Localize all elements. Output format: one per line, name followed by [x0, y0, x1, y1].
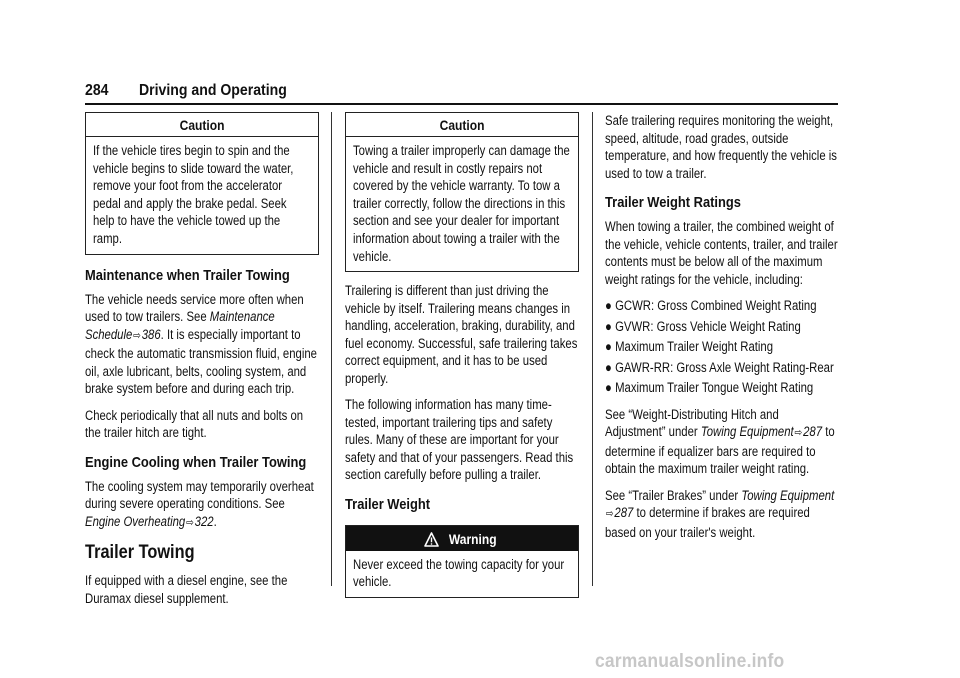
maintenance-schedule-link[interactable]: Maintenance Schedule: [85, 309, 275, 342]
towing-equipment-link[interactable]: Towing Equipment: [741, 487, 835, 503]
caution-title: Caution: [86, 113, 318, 137]
caution-box-2: [345, 112, 579, 272]
towing-equipment-link[interactable]: Towing Equipment: [700, 424, 794, 439]
warning-title: Warning: [346, 526, 578, 551]
trailer-weight-ratings-heading: Trailer Weight Ratings: [605, 194, 741, 211]
column-3: [605, 112, 839, 550]
towing-equipment-page[interactable]: 287: [614, 505, 634, 520]
section-title: Driving and Operating: [139, 82, 287, 99]
trailer-towing-paragraph: If equipped with a diesel engine, see the Duramax diesel supplement.: [85, 573, 288, 606]
bullet-icon: ●: [605, 359, 612, 375]
engine-overheating-link[interactable]: Engine Overheating: [85, 513, 186, 529]
page-ref-arrow-icon: ⇨: [133, 329, 141, 342]
caution-text: Towing a trailer improperly can damage the vehicle and result in costly repairs not covered by the vehicle warranty. To tow a trailer correctly, follow the directions in this section and see your dealer for important information about towing a trailer with the vehicle.: [353, 143, 570, 264]
column-2: [345, 112, 579, 598]
warning-box: [345, 525, 579, 598]
cooling-heading: Engine Cooling when Trailer Towing: [85, 453, 307, 471]
list-item: ● GVWR: Gross Vehicle Weight Rating: [605, 318, 801, 334]
caution-box-1: [85, 112, 319, 255]
engine-overheating-page[interactable]: 322: [194, 513, 214, 529]
watermark: carmanualsonline.info: [595, 651, 785, 672]
safe-trailering-paragraph: Safe trailering requires monitoring the weight, speed, altitude, road grades, outside temperature, and how frequently the vehicle is used to tow a trailer.: [605, 113, 837, 181]
page-ref-arrow-icon: ⇨: [605, 508, 614, 520]
bullet-icon: ●: [605, 318, 612, 334]
towing-equipment-page[interactable]: 287: [803, 424, 823, 439]
cooling-paragraph: The cooling system may temporarily overheat during severe operating conditions. See Engine Overheating⇨322.: [85, 478, 319, 533]
caution-title: Caution: [346, 113, 578, 137]
page-number: 284: [85, 82, 109, 99]
maintenance-paragraph-1: The vehicle needs service more often when used to tow trailers. See Maintenance Schedule⇨386. It is especially important to check the automatic transmission fluid, engine oil, axle lubricant, belts, cooling system, and brake system before and during each trip.: [85, 291, 317, 397]
caution-text: If the vehicle tires begin to spin and the vehicle begins to slide toward the water, remove your foot from the accelerator pedal and apply the brake pedal. Seek help to have the vehicle towed up the ramp.: [93, 143, 294, 246]
header-rule: [85, 103, 838, 105]
bullet-icon: ●: [605, 298, 612, 313]
page-ref-arrow-icon: ⇨: [794, 427, 803, 439]
maintenance-schedule-page[interactable]: 386: [141, 326, 161, 342]
page-ref-arrow-icon: ⇨: [186, 516, 194, 529]
brakes-reference-paragraph: See “Trailer Brakes” under Towing Equipment⇨287 to determine if brakes are required based on your trailer's weight.: [605, 487, 835, 540]
trailer-weight-heading: Trailer Weight: [345, 495, 431, 513]
trailer-towing-heading: Trailer Towing: [85, 542, 195, 564]
ratings-paragraph: When towing a trailer, the combined weight of the vehicle, vehicle contents, trailer, and trailer contents must be below all of the maximum weight ratings for the vehicle, including:: [605, 219, 838, 287]
warning-text: Never exceed the towing capacity for your vehicle.: [353, 556, 565, 590]
list-item: ● GAWR-RR: Gross Axle Weight Rating-Rear: [605, 359, 834, 375]
ratings-list: [605, 297, 839, 397]
bullet-icon: ●: [605, 380, 612, 395]
maintenance-heading: Maintenance when Trailer Towing: [85, 266, 290, 284]
column-1: [85, 112, 319, 616]
list-item: ● Maximum Trailer Weight Rating: [605, 339, 774, 354]
trailering-paragraph-2: The following information has many time-tested, important trailering tips and safety rules. Many of these are important for your safety and that of your passengers. Read this section carefully before pulling a trailer.: [345, 397, 574, 483]
column-divider-2: [592, 112, 593, 586]
hitch-reference-paragraph: See “Weight-Distributing Hitch and Adjustment” under Towing Equipment⇨287 to determine if equalizer bars are required to obtain the maximum trailer weight rating.: [605, 406, 835, 476]
maintenance-paragraph-2: Check periodically that all nuts and bolts on the trailer hitch are tight.: [85, 407, 304, 441]
warning-icon: [424, 532, 439, 547]
list-item: ● GCWR: Gross Combined Weight Rating: [605, 298, 817, 313]
trailering-paragraph-1: Trailering is different than just driving the vehicle by itself. Trailering means changes in handling, acceleration, braking, durability, and fuel economy. Successful, safe trailering takes correct equipment, and it has to be used properly.: [345, 283, 578, 386]
column-divider-1: [331, 112, 332, 586]
list-item: ● Maximum Trailer Tongue Weight Rating: [605, 380, 814, 395]
bullet-icon: ●: [605, 339, 612, 354]
